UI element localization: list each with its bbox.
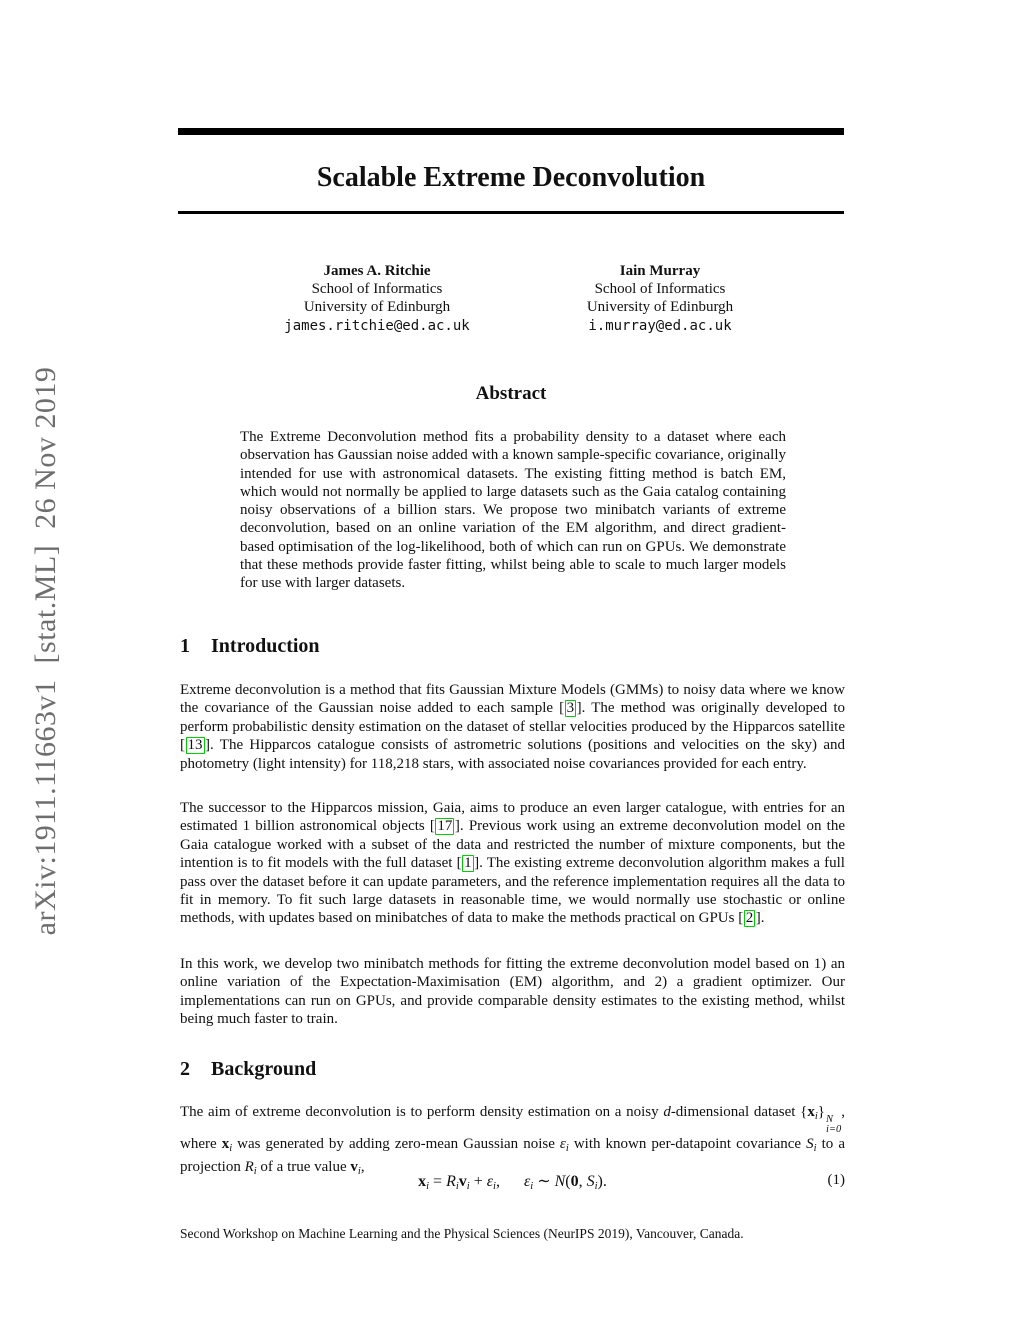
math-token: i: [426, 1181, 430, 1192]
math-token: i: [357, 1166, 361, 1178]
abstract-heading: Abstract: [475, 383, 547, 404]
equation: $x_i = R_iv_i + \varepsilon_i$, $\varepsilon_i$ ∼ N(0, $S_i$).: [418, 1173, 607, 1192]
math-token: i: [253, 1166, 257, 1178]
math-token: ε: [486, 1173, 494, 1190]
math-token: v: [350, 1159, 358, 1176]
title-rule-bottom: [178, 211, 844, 214]
math-token: x: [807, 1104, 815, 1120]
paragraph-background-1: The aim of extreme deconvolution is to perform density estimation on a noisy d-dimensional dataset $\{x_i\}$ N i=0 , where $x_i$ was generated by adding zero-mean Gaussian noise $\varepsilon_i$ with known per-datapoint covariance $S_i$ to a projection $R_i$ of a true value $v_i$,: [180, 1104, 845, 1178]
author-email: james.ritchie@ed.ac.uk: [284, 318, 470, 334]
section-title: Background: [211, 1058, 317, 1080]
section-number: 1: [180, 635, 190, 657]
section-title: Introduction: [211, 635, 320, 657]
paragraph-intro-1: Extreme deconvolution is a method that fits Gaussian Mixture Models (GMMs) to noisy data where we know the covariance of the Gaussian noise added to each sample [ 3 ]. The method was originally developed to perform probabilistic density estimation on the dataset of stellar velocities produced by the Hipparcos satellite [ 13 ]. The Hipparcos catalogue consists of astrometric solutions (positions and velocities on the sky) and photometry (light intensity) for 118,218 stars, with associated noise covariances provided for each entry.: [180, 682, 845, 772]
math-token: i: [813, 1143, 817, 1154]
math-token: i: [530, 1181, 534, 1192]
math-token: x: [221, 1136, 230, 1152]
title-rule-top: [178, 128, 844, 135]
author-name: Iain Murray: [619, 263, 701, 279]
math-token: 0: [570, 1173, 579, 1190]
math-token: v: [458, 1173, 467, 1190]
author-block-1: [217, 262, 537, 335]
math-token: i: [594, 1181, 598, 1192]
math-token: i: [229, 1143, 233, 1154]
footer-note: Second Workshop on Machine Learning and the Physical Sciences (NeurIPS 2019), Vancouver, Canada.: [180, 1226, 744, 1241]
math-token: i: [466, 1181, 470, 1192]
author-affiliation: School of Informatics: [311, 281, 443, 297]
math-token: N: [554, 1173, 566, 1190]
section-heading-introduction: [180, 635, 320, 658]
section-heading-background: [180, 1058, 316, 1081]
paragraph-intro-2: The successor to the Hipparcos mission, Gaia, aims to produce an even larger catalogue, with entries for an estimated 1 billion astronomical objects [ 17 ]. Previous work using an extreme deconvolution model on the Gaia catalogue worked with a subset of the data and restricted the number of mixture components, but the intention is to fit models with the full dataset [ 1 ]. The existing extreme deconvolution algorithm makes a full pass over the dataset before it can update parameters, and the reference implementation requires all the data to fit in memory. To fit such large datasets in reasonable time, we would normally use stochastic or online methods, with updates based on minibatches of data to make the methods practical on GPUs [ 2 ].: [180, 800, 845, 927]
equation-number: (1): [827, 1172, 845, 1188]
math-token: S: [586, 1173, 595, 1190]
math-token: i: [814, 1111, 818, 1122]
math-token: d: [663, 1104, 671, 1120]
citation-link[interactable]: 17: [437, 818, 453, 835]
math-token: i: [455, 1181, 459, 1192]
author-affiliation: University of Edinburgh: [303, 299, 451, 315]
math-token: R: [446, 1173, 456, 1190]
math-token: i: [493, 1181, 496, 1192]
paragraph-intro-3: In this work, we develop two minibatch methods for fitting the extreme deconvolution model based on 1) an online variation of the Expectation-Maximisation (EM) algorithm, and 2) a gradient optimizer. Our implementations can run on GPUs, and provide comparable density estimates to the existing method, whilst being much faster to train.: [180, 956, 845, 1028]
author-affiliation: University of Edinburgh: [586, 299, 734, 315]
section-number: 2: [180, 1058, 190, 1080]
math-token: ε: [559, 1136, 566, 1152]
citation-link[interactable]: 3: [566, 700, 575, 717]
author-affiliation: School of Informatics: [594, 281, 726, 297]
citation-link[interactable]: 13: [187, 737, 203, 754]
math-token: R: [244, 1159, 254, 1176]
equation-block: [180, 1171, 845, 1192]
math-token: S: [806, 1136, 814, 1152]
math-token: i: [565, 1143, 569, 1154]
author-email: i.murray@ed.ac.uk: [588, 318, 732, 334]
author-block-2: [500, 262, 820, 335]
citation-link[interactable]: 2: [745, 910, 754, 927]
abstract-text: The Extreme Deconvolution method fits a probability density to a dataset where each observation has Gaussian noise added with a known sample-specific covariance, originally intended for use with astronomical datasets. The existing fitting method is batch EM, which would not normally be applied to large datasets such as the Gaia catalog containing noisy observations of a billion stars. We propose two minibatch variants of extreme deconvolution, based on an online variation of the EM algorithm, and direct gradient-based optimisation of the log-likelihood, both of which can run on GPUs. We demonstrate that these methods provide faster fitting, whilst being able to scale to much larger models for use with larger datasets.: [240, 429, 786, 592]
arxiv-watermark: arXiv:1911.11663v1 [stat.ML] 26 Nov 2019: [29, 366, 62, 936]
author-name: James A. Ritchie: [323, 263, 431, 279]
citation-link[interactable]: 1: [464, 855, 472, 872]
math-supsub: N i=0: [825, 1114, 842, 1135]
paper-title: Scalable Extreme Deconvolution: [316, 162, 706, 193]
math-token: x: [418, 1173, 427, 1190]
math-token: ε: [523, 1173, 531, 1190]
